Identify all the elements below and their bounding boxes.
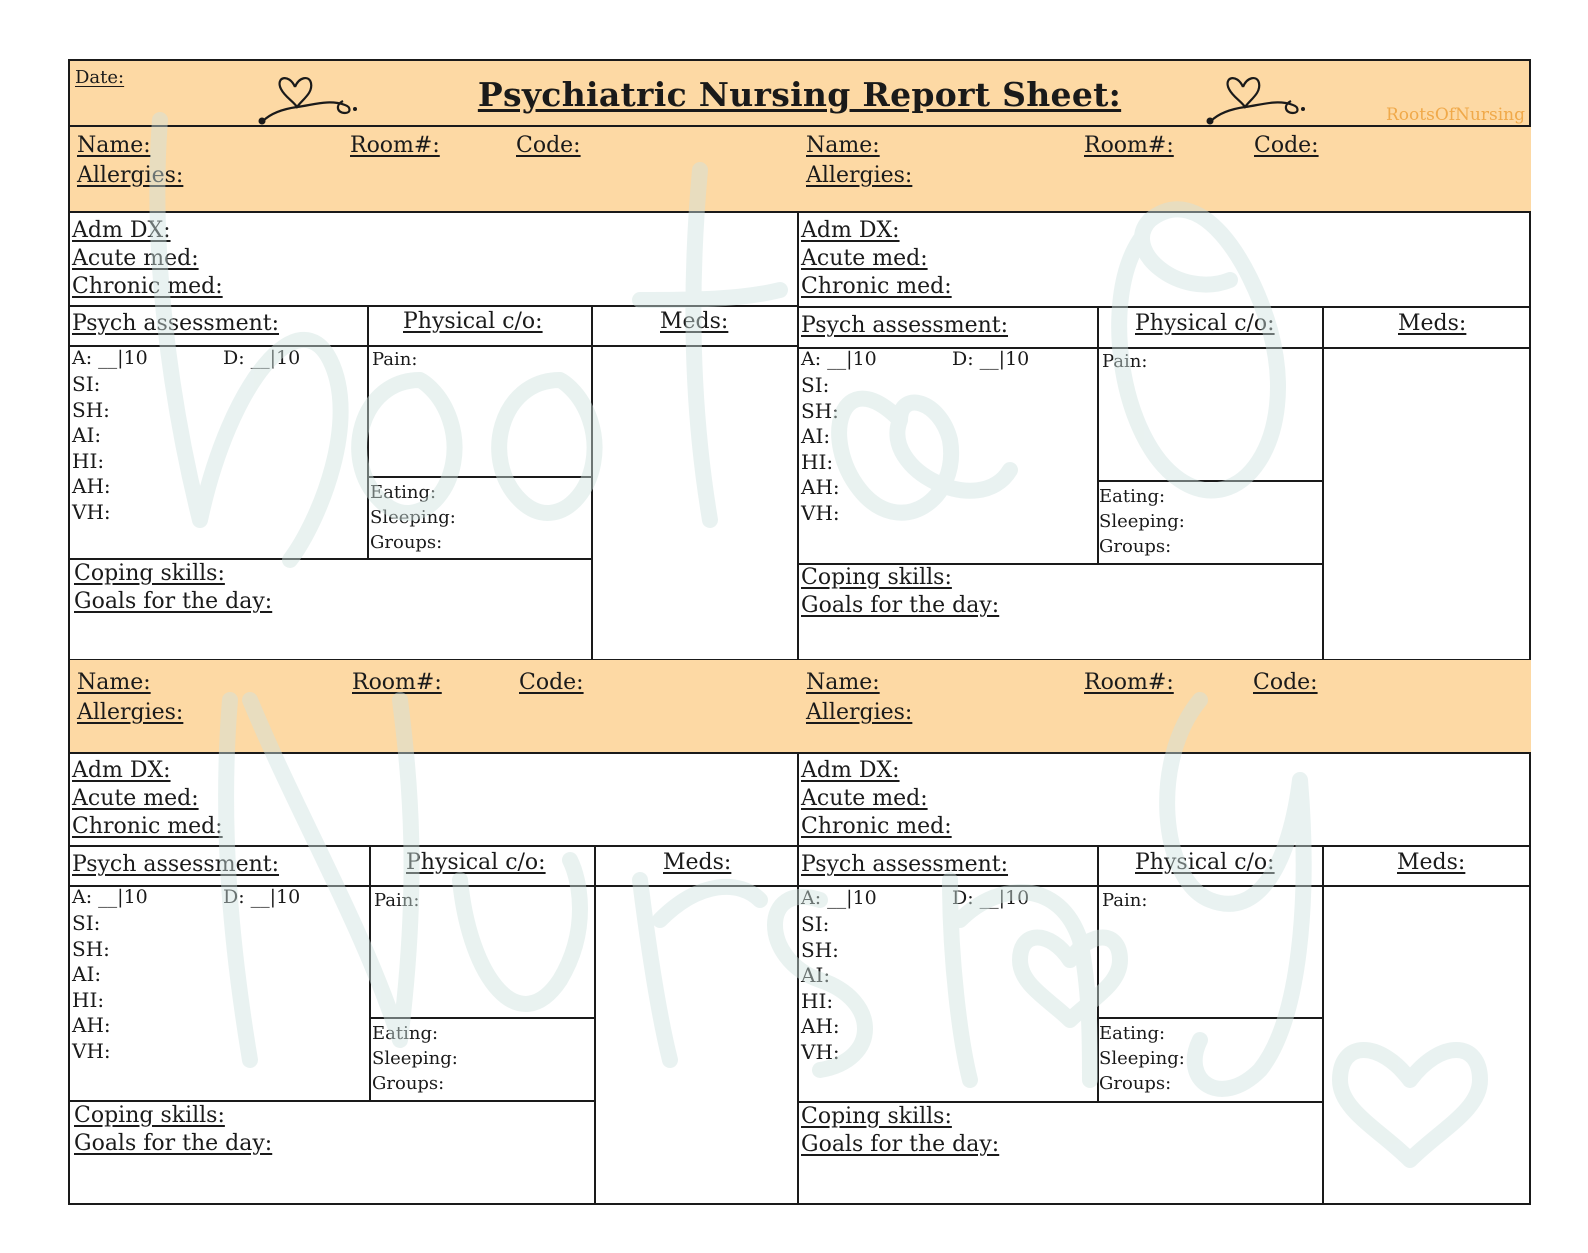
sleeping-field[interactable]: Sleeping: — [372, 1048, 458, 1069]
depression-scale[interactable]: D: __|10 — [952, 887, 1030, 909]
admission-block — [801, 217, 952, 301]
admission-block — [72, 217, 223, 301]
physical-co-heading: Physical c/o: — [1135, 850, 1275, 875]
vh-field[interactable]: VH: — [72, 499, 111, 524]
meds-heading: Meds: — [663, 850, 732, 875]
anxiety-scale[interactable]: A: __|10 — [72, 347, 148, 369]
patient-section — [70, 660, 798, 1205]
hi-field[interactable]: HI: — [72, 448, 105, 473]
hi-field[interactable]: HI: — [801, 988, 834, 1013]
meds-heading: Meds: — [1397, 850, 1466, 875]
allergies-field[interactable]: Allergies: — [806, 700, 913, 725]
patient-header — [70, 127, 798, 213]
ah-field[interactable]: AH: — [801, 1014, 840, 1039]
allergies-field[interactable]: Allergies: — [77, 700, 184, 725]
adm-dx-field[interactable]: Adm DX: — [72, 218, 171, 243]
stethoscope-heart-icon — [253, 65, 363, 125]
eating-field[interactable]: Eating: — [372, 1023, 439, 1044]
name-field[interactable]: Name: — [77, 133, 151, 158]
title-bar — [70, 61, 1529, 127]
psych-assessment-heading: Psych assessment: — [801, 313, 1009, 338]
room-field[interactable]: Room#: — [1084, 670, 1174, 695]
code-field[interactable]: Code: — [1254, 133, 1319, 158]
divider — [70, 345, 798, 347]
anxiety-scale[interactable]: A: __|10 — [72, 886, 148, 908]
si-field[interactable]: SI: — [801, 373, 830, 397]
patient-section — [797, 660, 1531, 1205]
daily-activity-list — [372, 1021, 458, 1096]
patient-header — [70, 660, 798, 754]
pain-field[interactable]: Pain: — [372, 349, 418, 370]
groups-field[interactable]: Groups: — [1099, 1073, 1172, 1094]
sleeping-field[interactable]: Sleeping: — [370, 507, 456, 528]
patient-section — [70, 127, 798, 660]
groups-field[interactable]: Groups: — [372, 1073, 445, 1094]
sh-field[interactable]: SH: — [72, 397, 110, 422]
divider — [367, 305, 369, 559]
divider — [591, 305, 593, 660]
adm-dx-field[interactable]: Adm DX: — [801, 218, 900, 243]
patient-header — [797, 660, 1531, 754]
divider — [1322, 845, 1324, 1205]
sleeping-field[interactable]: Sleeping: — [1099, 1048, 1185, 1069]
meds-heading: Meds: — [1398, 311, 1467, 336]
room-field[interactable]: Room#: — [1084, 133, 1174, 158]
code-field[interactable]: Code: — [1253, 670, 1318, 695]
room-field[interactable]: Room#: — [350, 133, 440, 158]
admission-block — [72, 757, 223, 841]
coping-skills-field[interactable]: Coping skills: — [74, 561, 225, 586]
allergies-field[interactable]: Allergies: — [77, 163, 184, 188]
acute-med-field[interactable]: Acute med: — [72, 786, 199, 811]
goals-field[interactable]: Goals for the day: — [74, 1131, 273, 1156]
psych-list — [801, 912, 840, 1066]
si-field[interactable]: SI: — [72, 372, 101, 396]
name-field[interactable]: Name: — [806, 670, 880, 695]
sleeping-field[interactable]: Sleeping: — [1099, 511, 1185, 532]
patient-section — [797, 127, 1531, 660]
divider — [797, 845, 1531, 847]
chronic-med-field[interactable]: Chronic med: — [801, 274, 952, 299]
admission-block — [801, 757, 952, 841]
meds-heading: Meds: — [660, 309, 729, 334]
psych-list — [801, 373, 840, 527]
eating-field[interactable]: Eating: — [370, 482, 437, 503]
psych-assessment-heading: Psych assessment: — [72, 852, 280, 877]
eating-field[interactable]: Eating: — [1099, 486, 1166, 507]
name-field[interactable]: Name: — [806, 133, 880, 158]
physical-co-heading: Physical c/o: — [403, 309, 543, 334]
report-sheet — [68, 59, 1531, 1205]
psych-list — [72, 911, 111, 1065]
divider — [70, 305, 798, 307]
date-label: Date: — [75, 67, 125, 88]
ai-field[interactable]: AI: — [72, 423, 102, 448]
code-field[interactable]: Code: — [516, 133, 581, 158]
pain-field[interactable]: Pain: — [1102, 890, 1148, 911]
ai-field[interactable]: AI: — [72, 962, 102, 987]
daily-activity-list — [1099, 1021, 1185, 1096]
psych-assessment-heading: Psych assessment: — [72, 311, 280, 336]
divider — [1322, 306, 1324, 660]
divider — [594, 845, 596, 1205]
vh-field[interactable]: VH: — [72, 1038, 111, 1063]
acute-med-field[interactable]: Acute med: — [72, 246, 199, 271]
hi-field[interactable]: HI: — [72, 987, 105, 1012]
coping-skills-field[interactable]: Coping skills: — [801, 1104, 952, 1129]
adm-dx-field[interactable]: Adm DX: — [801, 758, 900, 783]
ai-field[interactable]: AI: — [801, 963, 831, 988]
sh-field[interactable]: SH: — [801, 937, 839, 962]
brand-label: RootsOfNursing — [1386, 105, 1525, 125]
depression-scale[interactable]: D: __|10 — [223, 886, 301, 908]
si-field[interactable]: SI: — [801, 912, 830, 936]
chronic-med-field[interactable]: Chronic med: — [72, 274, 223, 299]
coping-skills-field[interactable]: Coping skills: — [74, 1103, 225, 1128]
divider — [797, 347, 1531, 349]
physical-co-heading: Physical c/o: — [1135, 311, 1275, 336]
acute-med-field[interactable]: Acute med: — [801, 786, 928, 811]
daily-activity-list — [1099, 484, 1185, 559]
divider — [1097, 1017, 1323, 1019]
divider — [70, 845, 798, 847]
goals-field[interactable]: Goals for the day: — [74, 589, 273, 614]
divider — [1097, 480, 1323, 482]
depression-scale[interactable]: D: __|10 — [952, 348, 1030, 370]
sh-field[interactable]: SH: — [72, 936, 110, 961]
chronic-med-field[interactable]: Chronic med: — [72, 814, 223, 839]
divider — [70, 885, 798, 887]
anxiety-scale[interactable]: A: __|10 — [801, 348, 877, 370]
divider — [797, 1101, 1323, 1103]
groups-field[interactable]: Groups: — [1099, 536, 1172, 557]
adm-dx-field[interactable]: Adm DX: — [72, 758, 171, 783]
vh-field[interactable]: VH: — [801, 1039, 840, 1064]
room-field[interactable]: Room#: — [352, 670, 442, 695]
divider — [369, 1017, 595, 1019]
divider — [797, 885, 1531, 887]
divider — [70, 1100, 595, 1102]
psych-list — [72, 372, 111, 526]
divider — [797, 306, 1531, 308]
hi-field[interactable]: HI: — [801, 449, 834, 474]
pain-field[interactable]: Pain: — [374, 890, 420, 911]
patient-header — [797, 127, 1531, 213]
page-title: Psychiatric Nursing Report Sheet: — [477, 75, 1122, 114]
ah-field[interactable]: AH: — [801, 475, 840, 500]
si-field[interactable]: SI: — [72, 911, 101, 935]
divider — [367, 476, 592, 478]
goals-field[interactable]: Goals for the day: — [801, 1132, 1000, 1157]
anxiety-scale[interactable]: A: __|10 — [801, 887, 877, 909]
code-field[interactable]: Code: — [519, 670, 584, 695]
ai-field[interactable]: AI: — [801, 424, 831, 449]
pain-field[interactable]: Pain: — [1102, 351, 1148, 372]
sh-field[interactable]: SH: — [801, 398, 839, 423]
vh-field[interactable]: VH: — [801, 500, 840, 525]
ah-field[interactable]: AH: — [72, 474, 111, 499]
physical-co-heading: Physical c/o: — [406, 850, 546, 875]
stethoscope-heart-icon — [1201, 65, 1311, 125]
ah-field[interactable]: AH: — [72, 1013, 111, 1038]
eating-field[interactable]: Eating: — [1099, 1023, 1166, 1044]
divider — [70, 558, 592, 560]
chronic-med-field[interactable]: Chronic med: — [801, 814, 952, 839]
psych-assessment-heading: Psych assessment: — [801, 852, 1009, 877]
daily-activity-list — [370, 480, 456, 555]
allergies-field[interactable]: Allergies: — [806, 163, 913, 188]
goals-field[interactable]: Goals for the day: — [801, 593, 1000, 618]
coping-skills-field[interactable]: Coping skills: — [801, 565, 952, 590]
acute-med-field[interactable]: Acute med: — [801, 246, 928, 271]
name-field[interactable]: Name: — [77, 670, 151, 695]
groups-field[interactable]: Groups: — [370, 532, 443, 553]
divider — [369, 845, 371, 1101]
depression-scale[interactable]: D: __|10 — [223, 347, 301, 369]
